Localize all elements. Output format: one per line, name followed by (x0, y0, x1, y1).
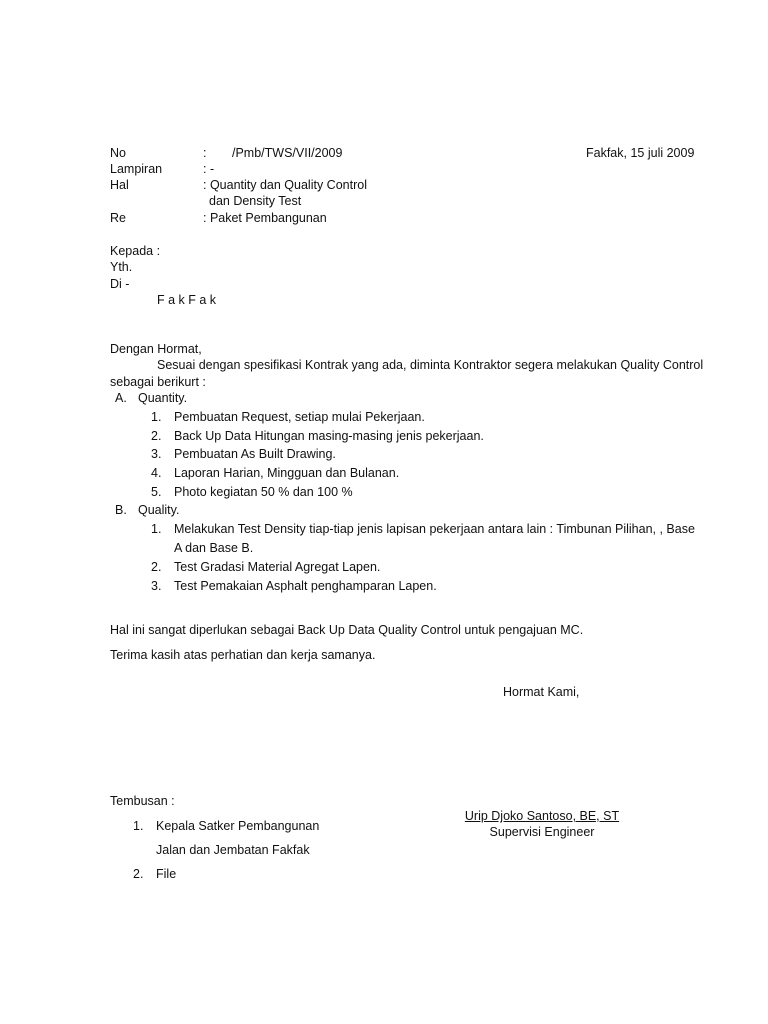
list-item: Photo kegiatan 50 % dan 100 % (174, 485, 353, 499)
list-item-number: 4. (151, 466, 162, 480)
list-item-number: 1. (151, 410, 162, 424)
section-b-marker: B. (115, 503, 127, 517)
greeting: Dengan Hormat, (110, 342, 202, 356)
list-item-number: 1. (151, 522, 162, 536)
list-item: Melakukan Test Density tiap-tiap jenis lapisan pekerjaan antara lain : Timbunan Pilihan, , Base (174, 522, 695, 536)
list-item-number: 3. (151, 579, 162, 593)
list-item: Back Up Data Hitungan masing-masing jenis pekerjaan. (174, 429, 484, 443)
intro-line1: Sesuai dengan spesifikasi Kontrak yang ada, diminta Kontraktor segera melakukan Quality Control (157, 358, 704, 372)
closing-line1: Hal ini sangat diperlukan sebagai Back Up Data Quality Control untuk pengajuan MC. (110, 623, 584, 637)
cc-item: File (156, 867, 177, 881)
list-item: Test Pemakaian Asphalt penghamparan Lapen. (174, 579, 437, 593)
recipient-place: F a k F a k (157, 293, 217, 307)
re-value: : Paket Pembangunan (203, 211, 327, 225)
lampiran-value: : - (203, 162, 215, 176)
letter-date: Fakfak, 15 juli 2009 (586, 146, 695, 160)
list-item-number: 3. (151, 447, 162, 461)
cc-item-number: 2. (133, 867, 144, 881)
closing-line2: Terima kasih atas perhatian dan kerja samanya. (110, 648, 376, 662)
list-item-number: 5. (151, 485, 162, 499)
section-a-marker: A. (115, 391, 127, 405)
list-item-number: 2. (151, 429, 162, 443)
yth: Yth. (110, 260, 133, 274)
list-item: Pembuatan As Built Drawing. (174, 447, 336, 461)
signatory-name: Urip Djoko Santoso, BE, ST (464, 809, 620, 823)
list-item-number: 2. (151, 560, 162, 574)
no-colon: : (203, 146, 207, 160)
hal-value-line2: dan Density Test (209, 194, 302, 208)
lampiran-label: Lampiran (110, 162, 163, 176)
cc-item: Kepala Satker Pembangunan (156, 819, 320, 833)
list-item: Pembuatan Request, setiap mulai Pekerjaan. (174, 410, 425, 424)
signatory-title: Supervisi Engineer (489, 825, 595, 839)
di: Di - (110, 277, 130, 291)
salutation: Hormat Kami, (503, 685, 580, 699)
hal-value-line1: : Quantity dan Quality Control (203, 178, 367, 192)
no-label: No (110, 146, 126, 160)
cc-item-number: 1. (133, 819, 144, 833)
section-a-title: Quantity. (138, 391, 188, 405)
kepada: Kepada : (110, 244, 161, 258)
letter-number: /Pmb/TWS/VII/2009 (232, 146, 343, 160)
list-item-continuation: A dan Base B. (174, 541, 254, 555)
list-item: Test Gradasi Material Agregat Lapen. (174, 560, 381, 574)
cc-label: Tembusan : (110, 794, 175, 808)
hal-label: Hal (110, 178, 129, 192)
section-b-title: Quality. (138, 503, 180, 517)
intro-line2: sebagai berikurt : (110, 375, 206, 389)
list-item: Laporan Harian, Mingguan dan Bulanan. (174, 466, 400, 480)
cc-item-continuation: Jalan dan Jembatan Fakfak (156, 843, 310, 857)
re-label: Re (110, 211, 126, 225)
